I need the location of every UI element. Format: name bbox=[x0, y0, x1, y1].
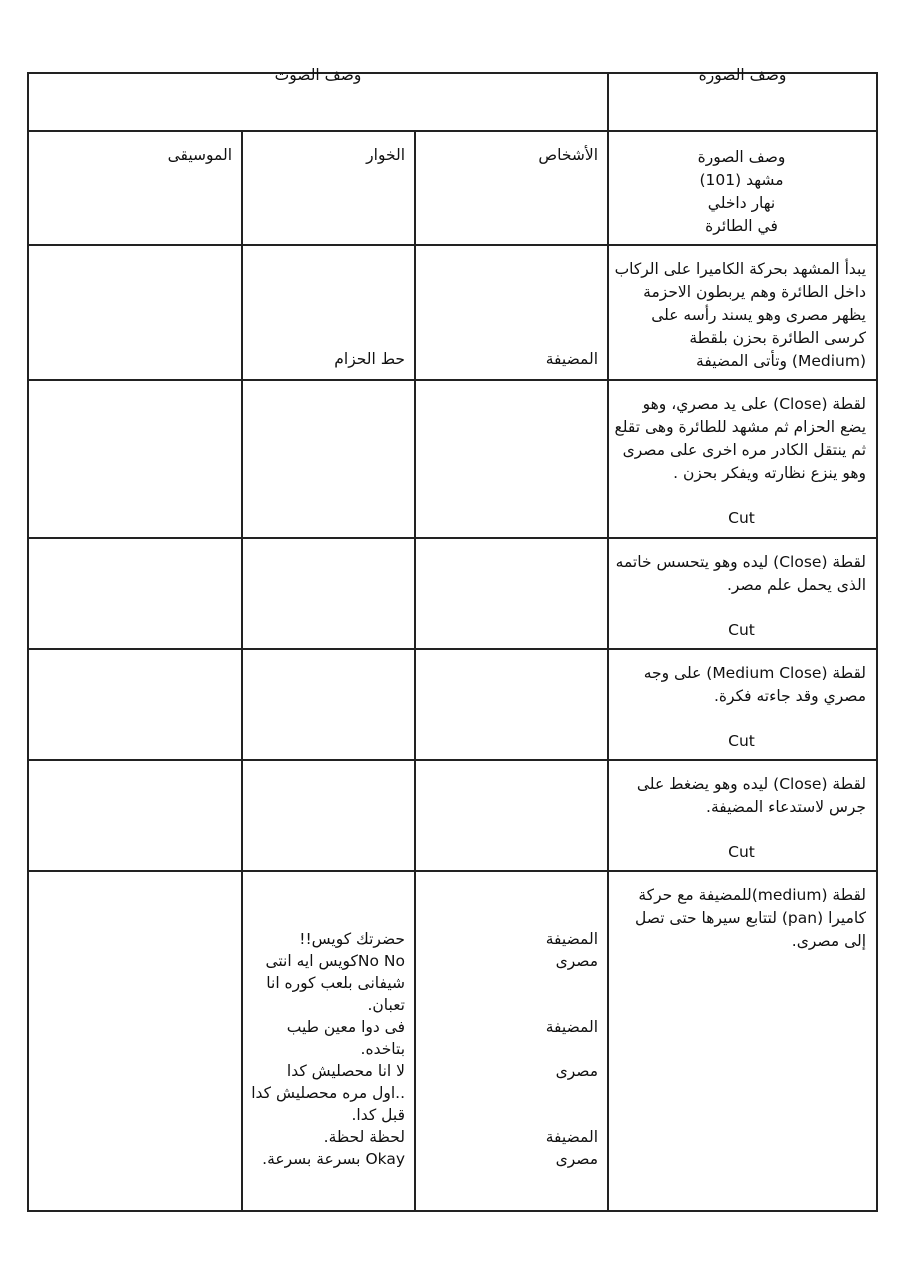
dialogue-cell bbox=[242, 760, 415, 871]
dialogue-line: تعبان. bbox=[367, 996, 406, 1014]
speaker-name: المضيفة bbox=[545, 1018, 599, 1036]
people-cell bbox=[415, 760, 608, 871]
dialogue-cell bbox=[242, 649, 415, 760]
audio-description-header: وصف الصوت bbox=[28, 73, 608, 131]
subheader-row bbox=[28, 131, 877, 245]
people-header: الأشخاص bbox=[415, 131, 608, 245]
dialogue-line: فى دوا معين طيب bbox=[286, 1018, 406, 1036]
music-cell bbox=[28, 871, 242, 1211]
speaker-name: المضيفة bbox=[545, 930, 599, 948]
table-row bbox=[28, 649, 877, 760]
music-cell bbox=[28, 538, 242, 649]
image-description-header: وصف الصورة bbox=[608, 73, 877, 131]
dialogue-cell: حط الحزام bbox=[242, 245, 415, 380]
scene-heading-line: وصف الصورة bbox=[697, 148, 786, 166]
music-header: الموسيقى bbox=[28, 131, 242, 245]
dialogue-cell bbox=[242, 538, 415, 649]
header-row bbox=[28, 73, 877, 131]
scene-location: في الطائرة bbox=[705, 217, 778, 235]
dialogue-cell bbox=[242, 380, 415, 538]
cut-label: Cut bbox=[728, 843, 755, 861]
music-cell bbox=[28, 649, 242, 760]
image-description-cell: لقطة (Close) ليده وهو يتحسس خاتمه الذى يحمل علم مصر. Cut bbox=[608, 538, 877, 649]
dialogue-line: Okay بسرعة بسرعة. bbox=[262, 1150, 406, 1168]
speaker-name: مصرى bbox=[555, 1062, 599, 1080]
people-cell bbox=[415, 538, 608, 649]
image-description-cell: لقطة (Close) ليده وهو يضغط على جرس لاستدعاء المضيفة. Cut bbox=[608, 760, 877, 871]
table-row bbox=[28, 245, 877, 380]
dialogue-header: الخوار bbox=[242, 131, 415, 245]
dialogue-line: ..اول مره محصليش كدا bbox=[251, 1084, 406, 1102]
table-row bbox=[28, 380, 877, 538]
table-row bbox=[28, 871, 877, 1211]
people-cell bbox=[415, 380, 608, 538]
dialogue-cell bbox=[242, 871, 415, 1211]
dialogue-line: لا انا محصليش كدا bbox=[286, 1062, 406, 1080]
scene-time: نهار داخلي bbox=[707, 194, 776, 212]
image-description-cell: لقطة (Close) على يد مصري، وهو يضع الحزام ثم مشهد للطائرة وهى تقلع ثم ينتقل الكادر مره اخرى على مصرى وهو ينزع نظارته ويفكر بحزن . Cut bbox=[608, 380, 877, 538]
people-cell bbox=[415, 871, 608, 1211]
image-description-cell: لقطة (Medium Close) على وجه مصري وقد جاءته فكرة. Cut bbox=[608, 649, 877, 760]
dialogue-line: بتاخده. bbox=[360, 1040, 406, 1058]
music-cell bbox=[28, 245, 242, 380]
speaker-name: مصرى bbox=[555, 952, 599, 970]
dialogue-line: لحظة لحظة. bbox=[323, 1128, 406, 1146]
dialogue-line: No Noكويس ايه انتى bbox=[265, 952, 406, 970]
scene-heading-cell bbox=[608, 131, 877, 245]
speaker-name: المضيفة bbox=[545, 1128, 599, 1146]
speaker-name: مصرى bbox=[555, 1150, 599, 1168]
image-description-cell: يبدأ المشهد بحركة الكاميرا على الركاب داخل الطائرة وهم يربطون الاحزمة يظهر مصرى وهو يسند رأسه على كرسى الطائرة بحزن بلقطة (Medium) وتأتى المضيفة bbox=[608, 245, 877, 380]
dialogue-line: قبل كدا. bbox=[351, 1106, 406, 1124]
people-cell bbox=[415, 649, 608, 760]
table-row bbox=[28, 760, 877, 871]
people-cell: المضيفة bbox=[415, 245, 608, 380]
dialogue-line: حضرتك كويس!! bbox=[299, 930, 406, 948]
cut-label: Cut bbox=[728, 732, 755, 750]
music-cell bbox=[28, 380, 242, 538]
dialogue-line: شيفانى بلعب كوره انا bbox=[266, 974, 406, 992]
scene-number: مشهد (101) bbox=[699, 171, 784, 189]
cut-label: Cut bbox=[728, 509, 755, 527]
cut-label: Cut bbox=[728, 621, 755, 639]
shooting-script-table bbox=[27, 66, 878, 1212]
table-row bbox=[28, 538, 877, 649]
music-cell bbox=[28, 760, 242, 871]
image-description-cell: لقطة (medium)للمضيفة مع حركة كاميرا (pan) لتتابع سيرها حتى تصل إلى مصرى. bbox=[608, 871, 877, 1211]
